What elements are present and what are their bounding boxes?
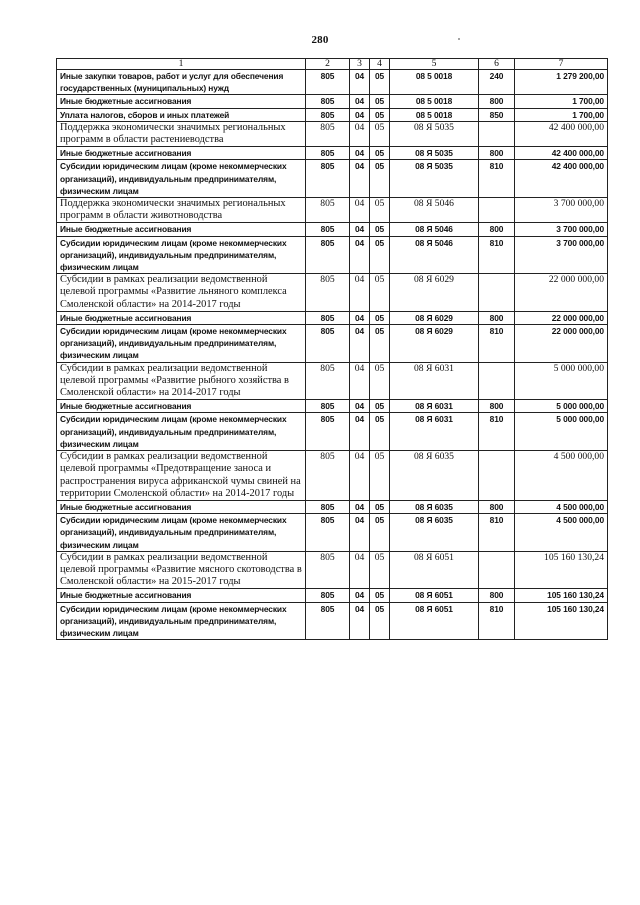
cell-target-article: 08 Я 5035 [390, 147, 479, 160]
cell-grbs: 805 [306, 108, 350, 121]
cell-target-article: 08 Я 5046 [390, 223, 479, 236]
cell-subsection: 05 [370, 95, 390, 108]
cell-target-article: 08 Я 5046 [390, 236, 479, 274]
cell-section: 04 [350, 362, 370, 400]
cell-name: Субсидии юридическим лицам (кроме некоммерческих организаций), индивидуальным предпринимателям, физическим лицам [57, 325, 306, 363]
cell-subsection: 05 [370, 514, 390, 552]
table-row [57, 147, 608, 160]
cell-subsection: 05 [370, 223, 390, 236]
cell-subsection: 05 [370, 311, 390, 324]
cell-section: 04 [350, 325, 370, 363]
cell-expense-type: 810 [479, 325, 515, 363]
cell-subsection: 05 [370, 147, 390, 160]
cell-name: Иные бюджетные ассигнования [57, 95, 306, 108]
cell-amount: 5 000 000,00 [515, 362, 608, 400]
cell-amount: 42 400 000,00 [515, 160, 608, 198]
cell-expense-type: 810 [479, 236, 515, 274]
cell-name: Субсидии в рамках реализации ведомственной целевой программы «Развитие льняного комплекса Смоленской области» на 2014-2017 годы [57, 274, 306, 312]
cell-amount: 3 700 000,00 [515, 198, 608, 223]
cell-name: Субсидии в рамках реализации ведомственной целевой программы «Развитие рыбного хозяйства в Смоленской области» на 2014-2017 годы [57, 362, 306, 400]
cell-expense-type: 810 [479, 514, 515, 552]
cell-name: Иные бюджетные ассигнования [57, 400, 306, 413]
cell-section: 04 [350, 500, 370, 513]
table-row [57, 551, 608, 589]
cell-grbs: 805 [306, 413, 350, 451]
cell-name: Иные бюджетные ассигнования [57, 589, 306, 602]
cell-subsection: 05 [370, 589, 390, 602]
cell-name: Субсидии юридическим лицам (кроме некоммерческих организаций), индивидуальным предпринимателям, физическим лицам [57, 413, 306, 451]
table-row [57, 514, 608, 552]
cell-subsection: 05 [370, 108, 390, 121]
cell-name: Субсидии в рамках реализации ведомственной целевой программы «Предотвращение заноса и распространения вируса африканской чумы свиней на территории Смоленской области» на 2014-2017 годы [57, 451, 306, 501]
cell-grbs: 805 [306, 121, 350, 146]
cell-target-article: 08 5 0018 [390, 108, 479, 121]
cell-amount: 22 000 000,00 [515, 311, 608, 324]
cell-expense-type [479, 198, 515, 223]
cell-grbs: 805 [306, 70, 350, 95]
cell-grbs: 805 [306, 198, 350, 223]
cell-amount: 105 160 130,24 [515, 551, 608, 589]
cell-subsection: 05 [370, 451, 390, 501]
cell-section: 04 [350, 311, 370, 324]
table-row [57, 198, 608, 223]
cell-target-article: 08 Я 6051 [390, 602, 479, 640]
table-row [57, 160, 608, 198]
table-row [57, 602, 608, 640]
cell-subsection: 05 [370, 236, 390, 274]
cell-amount: 42 400 000,00 [515, 121, 608, 146]
cell-subsection: 05 [370, 274, 390, 312]
cell-amount: 22 000 000,00 [515, 325, 608, 363]
table-row [57, 500, 608, 513]
cell-name: Иные закупки товаров, работ и услуг для обеспечения государственных (муниципальных) нужд [57, 70, 306, 95]
cell-grbs: 805 [306, 500, 350, 513]
column-number-section: 3 [350, 59, 370, 70]
cell-target-article: 08 Я 6029 [390, 274, 479, 312]
cell-expense-type: 800 [479, 95, 515, 108]
cell-subsection: 05 [370, 121, 390, 146]
cell-section: 04 [350, 400, 370, 413]
cell-expense-type [479, 121, 515, 146]
table-row [57, 325, 608, 363]
page-number: 280 [311, 34, 329, 46]
cell-expense-type: 850 [479, 108, 515, 121]
table-row [57, 223, 608, 236]
cell-target-article: 08 Я 6035 [390, 500, 479, 513]
cell-name: Иные бюджетные ассигнования [57, 147, 306, 160]
cell-section: 04 [350, 147, 370, 160]
cell-section: 04 [350, 223, 370, 236]
table-row [57, 121, 608, 146]
cell-name: Иные бюджетные ассигнования [57, 223, 306, 236]
column-number-target-article: 5 [390, 59, 479, 70]
cell-section: 04 [350, 413, 370, 451]
cell-section: 04 [350, 70, 370, 95]
cell-name: Субсидии юридическим лицам (кроме некоммерческих организаций), индивидуальным предпринимателям, физическим лицам [57, 514, 306, 552]
budget-table [56, 58, 608, 640]
cell-amount: 4 500 000,00 [515, 451, 608, 501]
table-row [57, 400, 608, 413]
cell-expense-type: 810 [479, 602, 515, 640]
cell-expense-type: 800 [479, 223, 515, 236]
cell-grbs: 805 [306, 362, 350, 400]
cell-name: Уплата налогов, сборов и иных платежей [57, 108, 306, 121]
cell-expense-type: 800 [479, 311, 515, 324]
cell-grbs: 805 [306, 602, 350, 640]
cell-target-article: 08 Я 6031 [390, 413, 479, 451]
cell-name: Поддержка экономически значимых региональных программ в области животноводства [57, 198, 306, 223]
cell-subsection: 05 [370, 400, 390, 413]
cell-amount: 1 279 200,00 [515, 70, 608, 95]
cell-section: 04 [350, 514, 370, 552]
cell-target-article: 08 Я 6031 [390, 400, 479, 413]
cell-section: 04 [350, 121, 370, 146]
cell-grbs: 805 [306, 311, 350, 324]
cell-target-article: 08 5 0018 [390, 70, 479, 95]
cell-subsection: 05 [370, 362, 390, 400]
cell-amount: 5 000 000,00 [515, 400, 608, 413]
table-row [57, 236, 608, 274]
cell-target-article: 08 Я 6035 [390, 451, 479, 501]
cell-grbs: 805 [306, 95, 350, 108]
cell-target-article: 08 5 0018 [390, 95, 479, 108]
table-row [57, 108, 608, 121]
cell-target-article: 08 Я 6051 [390, 589, 479, 602]
cell-grbs: 805 [306, 223, 350, 236]
cell-grbs: 805 [306, 551, 350, 589]
cell-amount: 4 500 000,00 [515, 514, 608, 552]
cell-section: 04 [350, 95, 370, 108]
cell-name: Иные бюджетные ассигнования [57, 500, 306, 513]
table-row [57, 311, 608, 324]
cell-name: Иные бюджетные ассигнования [57, 311, 306, 324]
cell-amount: 22 000 000,00 [515, 274, 608, 312]
table-body [57, 70, 608, 640]
cell-expense-type [479, 551, 515, 589]
cell-expense-type: 800 [479, 589, 515, 602]
table-row [57, 274, 608, 312]
cell-section: 04 [350, 274, 370, 312]
cell-target-article: 08 Я 6051 [390, 551, 479, 589]
cell-expense-type [479, 274, 515, 312]
cell-name: Субсидии юридическим лицам (кроме некоммерческих организаций), индивидуальным предпринимателям, физическим лицам [57, 602, 306, 640]
cell-name: Субсидии юридическим лицам (кроме некоммерческих организаций), индивидуальным предпринимателям, физическим лицам [57, 236, 306, 274]
scan-speck [458, 38, 460, 40]
cell-target-article: 08 Я 6029 [390, 311, 479, 324]
cell-expense-type: 810 [479, 413, 515, 451]
cell-grbs: 805 [306, 147, 350, 160]
cell-section: 04 [350, 451, 370, 501]
cell-name: Поддержка экономически значимых региональных программ в области растениеводства [57, 121, 306, 146]
cell-section: 04 [350, 602, 370, 640]
cell-subsection: 05 [370, 551, 390, 589]
table-row [57, 95, 608, 108]
cell-expense-type [479, 362, 515, 400]
table-row [57, 451, 608, 501]
table-row [57, 362, 608, 400]
cell-subsection: 05 [370, 602, 390, 640]
cell-expense-type: 240 [479, 70, 515, 95]
cell-amount: 5 000 000,00 [515, 413, 608, 451]
cell-grbs: 805 [306, 160, 350, 198]
cell-amount: 105 160 130,24 [515, 602, 608, 640]
column-number-name: 1 [57, 59, 306, 70]
cell-section: 04 [350, 160, 370, 198]
column-number-subsection: 4 [370, 59, 390, 70]
cell-amount: 3 700 000,00 [515, 223, 608, 236]
cell-expense-type [479, 451, 515, 501]
cell-subsection: 05 [370, 325, 390, 363]
cell-target-article: 08 Я 6035 [390, 514, 479, 552]
cell-subsection: 05 [370, 160, 390, 198]
cell-grbs: 805 [306, 325, 350, 363]
cell-target-article: 08 Я 6029 [390, 325, 479, 363]
cell-name: Субсидии юридическим лицам (кроме некоммерческих организаций), индивидуальным предпринимателям, физическим лицам [57, 160, 306, 198]
table-row [57, 70, 608, 95]
cell-amount: 105 160 130,24 [515, 589, 608, 602]
cell-amount: 4 500 000,00 [515, 500, 608, 513]
cell-section: 04 [350, 108, 370, 121]
cell-subsection: 05 [370, 70, 390, 95]
cell-target-article: 08 Я 5035 [390, 121, 479, 146]
cell-amount: 1 700,00 [515, 108, 608, 121]
cell-amount: 42 400 000,00 [515, 147, 608, 160]
cell-section: 04 [350, 198, 370, 223]
cell-subsection: 05 [370, 500, 390, 513]
cell-amount: 3 700 000,00 [515, 236, 608, 274]
cell-expense-type: 800 [479, 500, 515, 513]
table-row [57, 589, 608, 602]
cell-expense-type: 800 [479, 400, 515, 413]
cell-section: 04 [350, 236, 370, 274]
cell-amount: 1 700,00 [515, 95, 608, 108]
cell-grbs: 805 [306, 514, 350, 552]
column-number-expense-type: 6 [479, 59, 515, 70]
column-number-grbs: 2 [306, 59, 350, 70]
cell-section: 04 [350, 551, 370, 589]
cell-subsection: 05 [370, 198, 390, 223]
table-row [57, 413, 608, 451]
cell-section: 04 [350, 589, 370, 602]
cell-grbs: 805 [306, 589, 350, 602]
cell-target-article: 08 Я 5035 [390, 160, 479, 198]
cell-grbs: 805 [306, 400, 350, 413]
cell-expense-type: 810 [479, 160, 515, 198]
cell-grbs: 805 [306, 236, 350, 274]
column-number-row [57, 59, 608, 70]
cell-expense-type: 800 [479, 147, 515, 160]
column-number-amount: 7 [515, 59, 608, 70]
cell-target-article: 08 Я 6031 [390, 362, 479, 400]
cell-target-article: 08 Я 5046 [390, 198, 479, 223]
cell-grbs: 805 [306, 451, 350, 501]
cell-subsection: 05 [370, 413, 390, 451]
cell-grbs: 805 [306, 274, 350, 312]
cell-name: Субсидии в рамках реализации ведомственной целевой программы «Развитие мясного скотоводства в Смоленской области» на 2015-2017 годы [57, 551, 306, 589]
